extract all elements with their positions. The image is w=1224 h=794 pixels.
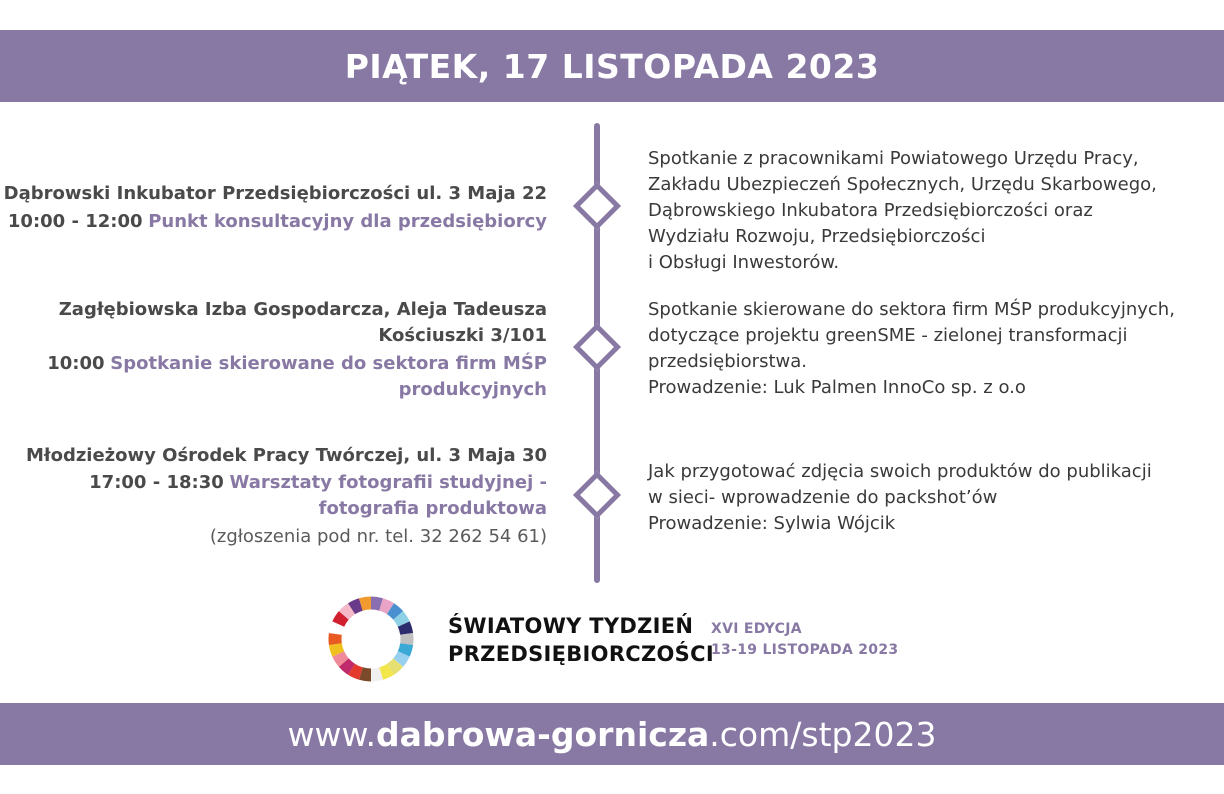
event-title: Warsztaty fotografii studyjnej - fotografia produktowa	[229, 472, 547, 519]
logo-ring-segment	[352, 604, 361, 608]
event-description: Spotkanie skierowane do sektora firm MŚP produkcyjnych, dotyczące projektu greenSME - zielonej transformacji przedsiębiorstwa. Prowadzenie: Luk Palmen InnoCo sp. z o.o	[648, 299, 1175, 398]
logo-ring-segment	[404, 624, 407, 634]
event-title: Spotkanie skierowane do sektora firm MŚP produkcyjnych	[110, 353, 547, 400]
edition-dates: 13-19 LISTOPADA 2023	[711, 642, 899, 658]
event-2-summary	[47, 297, 547, 403]
logo-ring-segment	[390, 609, 398, 616]
logo-name	[448, 612, 714, 668]
logo-ring-segment	[338, 615, 344, 624]
logo-name-line-2: PRZEDSIĘBIORCZOŚCI	[448, 642, 714, 666]
event-description: Jak przygotować zdjęcia swoich produktów do publikacji w sieci- wprowadzenie do packshot’ów Prowadzenie: Sylwia Wójcik	[648, 461, 1152, 534]
event-registration-note: (zgłoszenia pod nr. tel. 32 262 54 61)	[209, 526, 547, 547]
event-title: Punkt konsultacyjny dla przedsiębiorcy	[148, 211, 547, 232]
event-3-summary	[26, 443, 547, 550]
logo-ring-segment	[335, 624, 338, 634]
logo-ring-segment	[381, 669, 390, 673]
logo-ring-segment	[398, 615, 404, 624]
timeline-marker	[573, 471, 621, 519]
event-1-summary	[4, 181, 547, 235]
timeline-marker	[573, 323, 621, 371]
logo-ring-segment	[361, 603, 371, 604]
url-suffix: .com/stp2023	[709, 714, 937, 754]
url-domain: dabrowa-gornicza	[375, 714, 710, 754]
header-bar	[0, 30, 1224, 102]
logo-ring-segment	[390, 663, 398, 670]
timeline-marker	[573, 182, 621, 230]
footer-bar	[0, 703, 1224, 765]
event-time: 10:00	[47, 353, 105, 374]
url-prefix: www.	[287, 714, 376, 754]
event-time: 17:00 - 18:30	[89, 472, 224, 493]
event-location: Zagłębiowska Izba Gospodarcza, Aleja Tadeusza Kościuszki 3/101	[58, 299, 547, 346]
logo-ring-segment	[344, 663, 352, 670]
logo-ring-segment	[352, 669, 361, 673]
page-title: PIĄTEK, 17 LISTOPADA 2023	[344, 46, 880, 86]
logo-ring-segment	[398, 654, 404, 663]
event-location: Młodzieżowy Ośrodek Pracy Twórczej, ul. 3 Maja 30	[25, 445, 547, 466]
logo-edition	[711, 619, 898, 661]
event-time: 10:00 - 12:00	[7, 211, 143, 232]
logo-ring-segment	[371, 603, 381, 604]
logo-ring-segment	[344, 609, 352, 616]
logo-ring-segment	[335, 644, 338, 654]
logo-ring-segment	[361, 674, 371, 675]
logo-ring-segment	[338, 654, 344, 663]
event-1-description	[648, 146, 1214, 276]
edition-label: XVI EDYCJA	[711, 621, 802, 637]
website-link[interactable]	[288, 715, 937, 754]
logo-ring-segment	[371, 674, 381, 675]
event-3-description	[648, 459, 1214, 537]
event-description: Spotkanie z pracownikami Powiatowego Urzędu Pracy, Zakładu Ubezpieczeń Społecznych, Urzędu Skarbowego, Dąbrowskiego Inkubatora Przedsiębiorczości oraz Wydziału Rozwoju, Przedsiębiorczości i Obsługi Inwestorów.	[648, 148, 1157, 273]
logo-ring-segment	[381, 604, 390, 608]
logo-name-line-1: ŚWIATOWY TYDZIEŃ	[448, 614, 694, 638]
event-2-description	[648, 297, 1214, 401]
event-location: Dąbrowski Inkubator Przedsiębiorczości ul. 3 Maja 22	[3, 183, 547, 204]
logo-ring-icon	[326, 594, 416, 684]
logo-ring-segment	[404, 644, 407, 654]
